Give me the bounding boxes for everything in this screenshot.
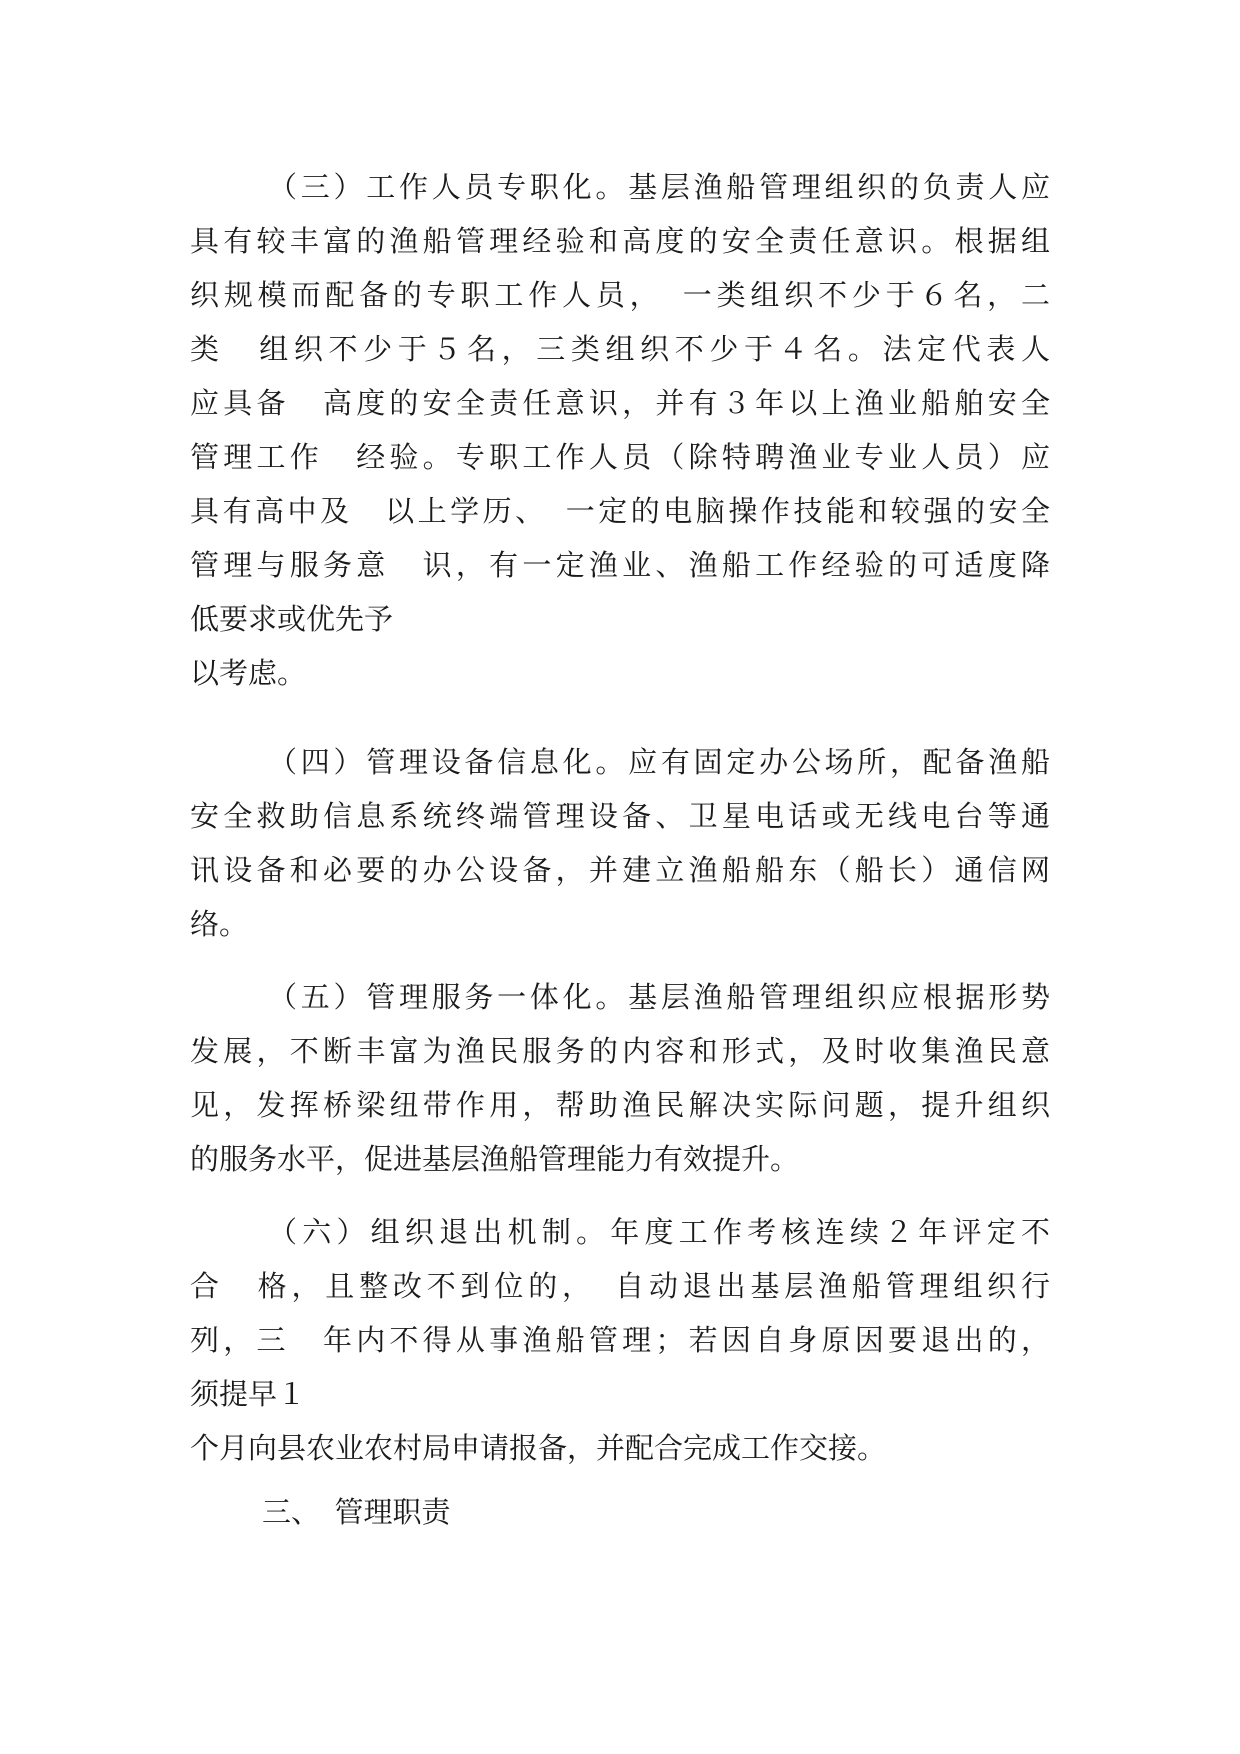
paragraph-line: （四）管理设备信息化。应有固定办公场所，配备渔船 <box>268 745 1050 779</box>
paragraph-line: 见，发挥桥梁纽带作用，帮助渔民解决实际问题，提升组织 <box>190 1088 1050 1122</box>
paragraph-6 <box>190 1205 1050 1475</box>
paragraph-line: 管理与服务意 识，有一定渔业、渔船工作经验的可适度降 <box>190 548 1050 582</box>
paragraph-5 <box>190 970 1050 1186</box>
paragraph-line: 具有较丰富的渔船管理经验和高度的安全责任意识。根据组 <box>190 224 1050 258</box>
paragraph-line: 织规模而配备的专职工作人员， 一类组织不少于６名，二 <box>190 278 1050 312</box>
paragraph-line: 应具备 高度的安全责任意识，并有３年以上渔业船舶安全 <box>190 386 1050 420</box>
paragraph-line: 管理工作 经验。专职工作人员（除特聘渔业专业人员）应 <box>190 440 1050 474</box>
paragraph-line: 低要求或优先予 <box>190 602 394 636</box>
paragraph-line: 络。 <box>190 907 249 941</box>
paragraph-line: 合 格，且整改不到位的， 自动退出基层渔船管理组织行 <box>190 1269 1050 1303</box>
paragraph-line: （三）工作人员专职化。基层渔船管理组织的负责人应 <box>268 170 1050 204</box>
paragraph-line: 以考虑。 <box>190 656 307 690</box>
paragraph-line: 个月向县农业农村局申请报备，并配合完成工作交接。 <box>190 1431 887 1465</box>
paragraph-4 <box>190 735 1050 951</box>
paragraph-line: 具有高中及 以上学历、 一定的电脑操作技能和较强的安全 <box>190 494 1050 528</box>
paragraph-line: （六）组织退出机制。年度工作考核连续２年评定不 <box>268 1215 1050 1249</box>
paragraph-line: 类 组织不少于５名，三类组织不少于４名。法定代表人 <box>190 332 1050 366</box>
paragraph-line: 须提早１ <box>190 1377 307 1411</box>
section-heading: 三、 管理职责 <box>262 1495 451 1529</box>
paragraph-line: （五）管理服务一体化。基层渔船管理组织应根据形势 <box>268 980 1050 1014</box>
paragraph-line: 讯设备和必要的办公设备，并建立渔船船东（船长）通信网 <box>190 853 1050 887</box>
paragraph-line: 的服务水平，促进基层渔船管理能力有效提升。 <box>190 1142 800 1176</box>
paragraph-line: 发展，不断丰富为渔民服务的内容和形式，及时收集渔民意 <box>190 1034 1050 1068</box>
paragraph-3 <box>190 160 1050 700</box>
paragraph-line: 列，三 年内不得从事渔船管理；若因自身原因要退出的， <box>190 1323 1050 1357</box>
paragraph-line: 安全救助信息系统终端管理设备、卫星电话或无线电台等通 <box>190 799 1050 833</box>
